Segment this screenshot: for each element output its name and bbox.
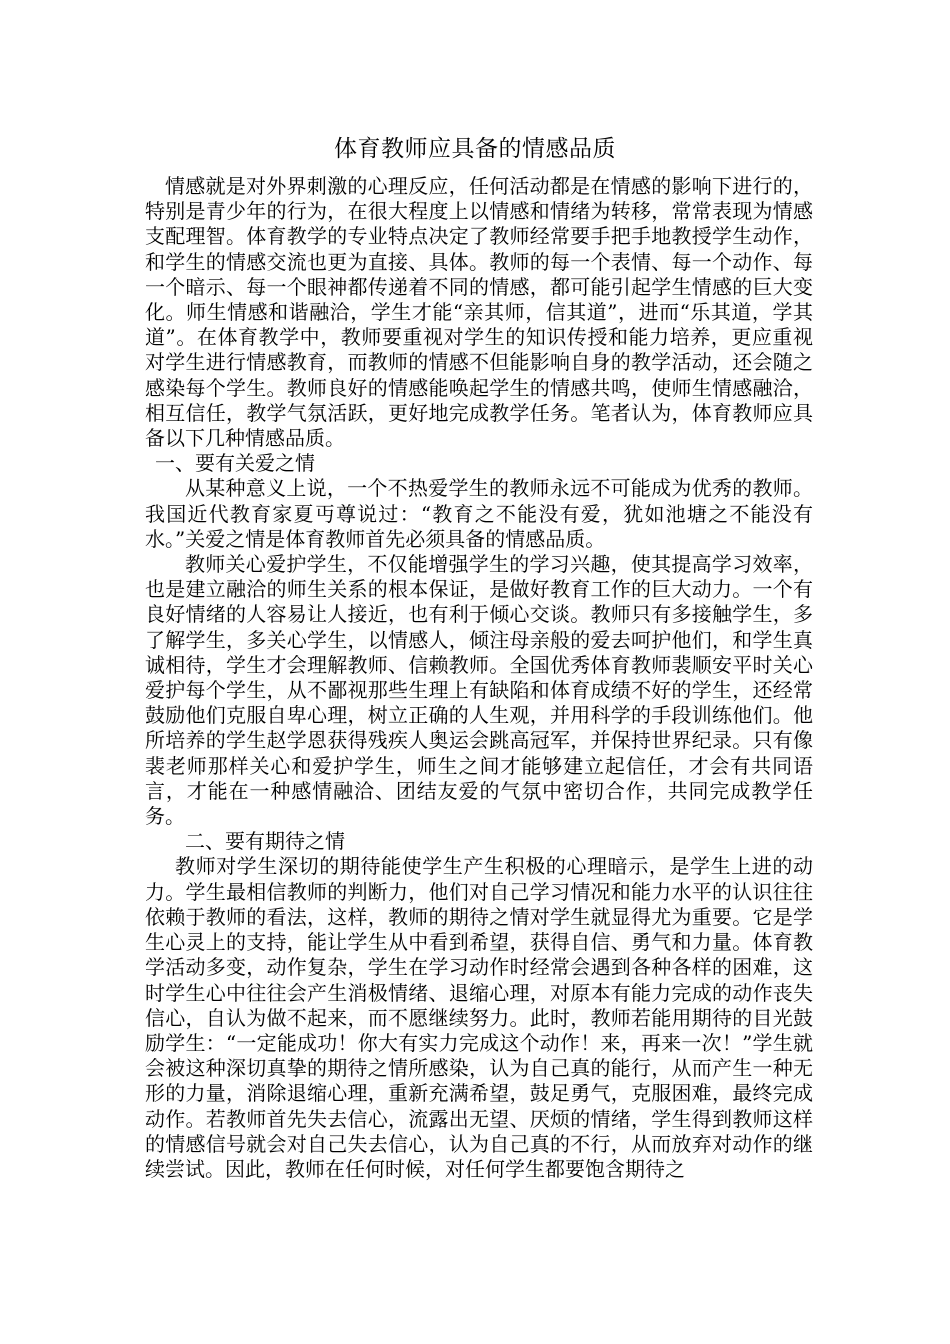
intro-paragraph: 情感就是对外界刺激的心理反应，任何活动都是在情感的影响下进行的，特别是青少年的行为，在很大程度上以情感和情绪为转移，常常表现为情感支配理智。体育教学的专业特点决定了教师经常要手把手地教授学生动作，和学生的情感交流也更为直接、具体。教师的每一个表情、每一个动作、每一个暗示、每一个眼神都传递着不同的情感，都可能引起学生情感的巨大变化。师生情感和谐融洽，学生才能“亲其师，信其道”，进而“乐其道，学其道”。在体育教学中，教师要重视对学生的知识传授和能力培养，更应重视对学生进行情感教育，而教师的情感不但能影响自身的教学活动，还会随之感染每个学生。教师良好的情感能唤起学生的情感共鸣，使师生情感融洽，相互信任，教学气氛活跃，更好地完成教学任务。笔者认为，体育教师应具备以下几种情感品质。 [145, 174, 813, 451]
section-heading-care: 一、要有关爱之情 [155, 451, 315, 476]
document-title: 体育教师应具备的情感品质 [334, 136, 616, 162]
document-body [145, 174, 813, 1182]
section-heading-expectation: 二、要有期待之情 [185, 829, 345, 854]
section1-paragraph-1: 从某种意义上说，一个不热爱学生的教师永远不可能成为优秀的教师。我国近代教育家夏丏尊说过：“教育之不能没有爱，犹如池塘之不能没有水。”关爱之情是体育教师首先必须具备的情感品质。 [145, 476, 813, 551]
section2-paragraph-1: 教师对学生深切的期待能使学生产生积极的心理暗示，是学生上进的动力。学生最相信教师的判断力，他们对自己学习情况和能力水平的认识往往依赖于教师的看法，这样，教师的期待之情对学生就显得尤为重要。它是学生心灵上的支持，能让学生从中看到希望，获得自信、勇气和力量。体育教学活动多变，动作复杂，学生在学习动作时经常会遇到各种各样的困难，这时学生心中往往会产生消极情绪、退缩心理，对原本有能力完成的动作丧失信心，自认为做不起来，而不愿继续努力。此时，教师若能用期待的目光鼓励学生：“一定能成功！你大有实力完成这个动作！来，再来一次！”学生就会被这种深切真挚的期待之情所感染，认为自己真的能行，从而产生一种无形的力量，消除退缩心理，重新充满希望，鼓足勇气，克服困难，最终完成动作。若教师首先失去信心，流露出无望、厌烦的情绪，学生得到教师这样的情感信号就会对自己失去信心，认为自己真的不行，从而放弃对动作的继续尝试。因此，教师在任何时候，对任何学生都要饱含期待之 [145, 854, 813, 1181]
section1-paragraph-2: 教师关心爱护学生，不仅能增强学生的学习兴趣，使其提高学习效率，也是建立融洽的师生关系的根本保证，是做好教育工作的巨大动力。一个有良好情绪的人容易让人接近，也有利于倾心交谈。教师只有多接触学生，多了解学生，多关心学生，以情感人，倾注母亲般的爱去呵护他们，和学生真诚相待，学生才会理解教师、信赖教师。全国优秀体育教师裴顺安平时关心爱护每个学生，从不鄙视那些生理上有缺陷和体育成绩不好的学生，还经常鼓励他们克服自卑心理，树立正确的人生观，并用科学的手段训练他们。他所培养的学生赵学恩获得残疾人奥运会跳高冠军，并保持世界纪录。只有像裴老师那样关心和爱护学生，师生之间才能够建立起信任，才会有共同语言，才能在一种感情融洽、团结友爱的气氛中密切合作，共同完成教学任务。 [145, 552, 813, 829]
